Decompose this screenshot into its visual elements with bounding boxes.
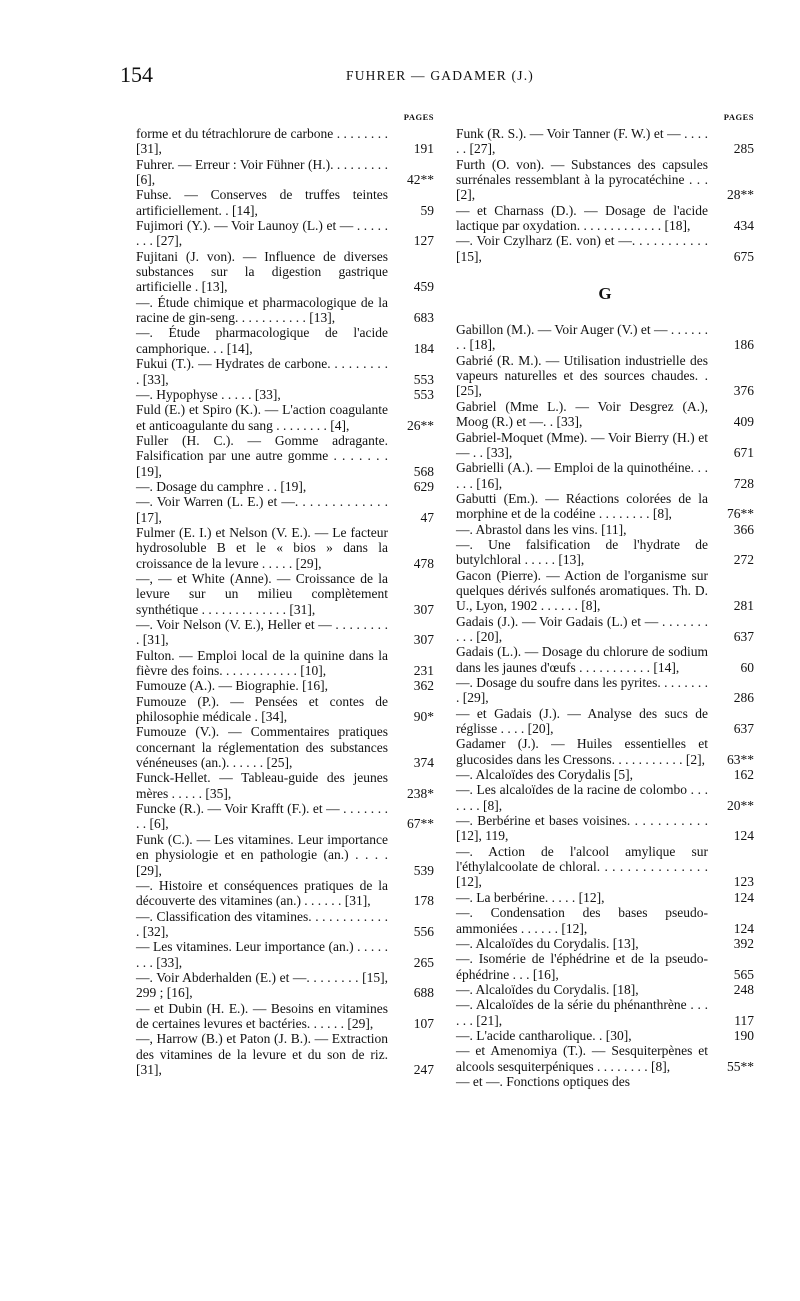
entry-text: —. Une falsification de l'hydrate de butylchloral . . . . . [13], (456, 536, 708, 568)
entry-page-number: 123 (733, 874, 754, 890)
index-entry (136, 939, 434, 970)
entry-text: —. Alcaloïdes du Corydalis. [13], (456, 935, 639, 951)
pages-column-label: PAGES (403, 112, 434, 122)
index-entry (456, 951, 754, 982)
entry-text: — et Amenomiya (T.). — Sesquiterpènes et alcools sesquiterpéniques . . . . . . . . [8], (456, 1043, 708, 1074)
index-entry (136, 1001, 434, 1032)
index-entry (136, 648, 434, 679)
entry-page-number: 285 (733, 141, 754, 157)
entry-text: Gabrielli (A.). — Emploi de la quinothéine. . . . . . [16], (456, 460, 708, 491)
entry-page-number: 20** (727, 797, 754, 813)
entry-page-number: 265 (413, 954, 434, 970)
entry-page-number: 629 (413, 478, 434, 494)
index-entry (136, 571, 434, 617)
index-entry (456, 491, 754, 522)
entry-text: —. La berbérine. . . . . [12], (456, 889, 605, 905)
index-entry (456, 736, 754, 767)
entry-page-number: 637 (733, 721, 754, 737)
entry-page-number: 47 (420, 509, 434, 525)
entry-page-number: 190 (733, 1027, 754, 1043)
entry-page-number: 376 (733, 383, 754, 399)
entry-page-number: 366 (733, 521, 754, 537)
entry-page-number: 247 (413, 1061, 434, 1077)
entry-text: Fumouze (A.). — Biographie. [16], (136, 678, 328, 694)
index-entry (136, 295, 434, 326)
index-entry (456, 905, 754, 936)
entry-text: Gadais (L.). — Dosage du chlorure de sodium dans les jaunes d'œufs . . . . . . . . . . . [14], (456, 644, 708, 675)
entry-text: Gabrié (R. M.). — Utilisation industrielle des vapeurs naturelles et des sources chaudes. . [25], (456, 352, 708, 399)
entry-text: —. Alcaloïdes des Corydalis [5], (456, 767, 633, 783)
entry-text: Funck-Hellet. — Tableau-guide des jeunes mères . . . . . [35], (136, 770, 388, 801)
index-entry (136, 479, 434, 494)
index-entry (136, 770, 434, 801)
pages-column-label: PAGES (723, 112, 754, 122)
entry-text: —. Voir Nelson (V. E.), Heller et — . . . . . . . . . [31], (136, 617, 388, 648)
index-entry (136, 387, 434, 402)
entry-text: —. Hypophyse . . . . . [33], (136, 386, 281, 402)
entry-text: Fuhse. — Conserves de truffes teintes artificiellement. . [14], (136, 187, 388, 218)
entry-text: Gacon (Pierre). — Action de l'organisme sur quelques dérivés sulfonés aromatiques. Th. D. U., Lyon, 1902 . . . . . . [8], (456, 567, 708, 614)
index-entry (136, 617, 434, 648)
index-entry (136, 678, 434, 693)
entry-text: —. Isomérie de l'éphédrine et de la pseudo-éphédrine . . . [16], (456, 951, 708, 982)
entry-text: Fujimori (Y.). — Voir Launoy (L.) et — . . . . . . . . [27], (136, 218, 388, 249)
entry-page-number: 238* (407, 785, 434, 801)
index-entry (136, 325, 434, 356)
entry-page-number: 76** (727, 506, 754, 522)
entry-text: Funk (C.). — Les vitamines. Leur importance en physiologie et en pathologie (an.) . . . . [29], (136, 831, 388, 878)
entry-page-number: 67** (407, 816, 434, 832)
entry-page-number: 231 (413, 663, 434, 679)
entry-text: —. Action de l'alcool amylique sur l'éthylalcoolate de chloral. . . . . . . . . . . . . . . [12], (456, 843, 708, 890)
entry-text: —. Alcaloïdes de la série du phénanthrène . . . . . . [21], (456, 997, 708, 1028)
entry-text: —. Voir Warren (L. E.) et —. . . . . . . . . . . . . [17], (136, 494, 388, 525)
page-header (120, 62, 760, 92)
index-entry (456, 522, 754, 537)
entry-page-number: 307 (413, 601, 434, 617)
entry-text: Fukui (T.). — Hydrates de carbone. . . . . . . . . . [33], (136, 356, 388, 387)
index-entry (456, 767, 754, 782)
entry-text: — et Charnass (D.). — Dosage de l'acide lactique par oxydation. . . . . . . . . . . . . [18], (456, 202, 708, 234)
index-entry (136, 694, 434, 725)
index-entry (136, 433, 434, 479)
index-entry (456, 430, 754, 461)
entry-page-number: 272 (733, 552, 754, 568)
entry-page-number: 409 (733, 414, 754, 430)
entry-text: Gadamer (J.). — Huiles essentielles et glucosides dans les Cressons. . . . . . . . . . . [2], (456, 736, 708, 767)
entry-page-number: 191 (413, 141, 434, 157)
entry-text: Fulton. — Emploi local de la quinine dans la fièvre des foins. . . . . . . . . . . . [10], (136, 647, 388, 679)
index-entry (456, 233, 754, 264)
index-entry (136, 909, 434, 940)
index-entry (136, 249, 434, 295)
entry-page-number: 90* (413, 709, 434, 725)
entry-page-number: 107 (413, 1015, 434, 1031)
entry-page-number: 434 (733, 218, 754, 234)
entry-page-number: 178 (413, 893, 434, 909)
index-entry (456, 1028, 754, 1043)
entry-page-number: 248 (733, 981, 754, 997)
entry-text: —. Classification des vitamines. . . . . . . . . . . . . [32], (136, 908, 388, 939)
entry-text: Gadais (J.). — Voir Gadais (L.) et — . . . . . . . . . . [20], (456, 613, 708, 644)
entry-text: Fuller (H. C.). — Gomme adragante. Falsification par une autre gomme . . . . . . . [19], (136, 432, 388, 479)
entry-text: Fujitani (J. von). — Influence de diverses substances sur la digestion gastrique artificielle . [13], (136, 248, 388, 295)
entry-list (456, 126, 754, 264)
index-entry (136, 494, 434, 525)
entry-text: forme et du tétrachlorure de carbone . . . . . . . . [31], (136, 126, 388, 157)
index-entry (136, 126, 434, 157)
index-entry (136, 157, 434, 188)
entry-text: Fuhrer. — Erreur : Voir Fühner (H.). . . . . . . . . [6], (136, 156, 388, 188)
index-entry (456, 997, 754, 1028)
index-entry (136, 1031, 434, 1077)
entry-page-number: 553 (413, 386, 434, 402)
entry-text: —. Voir Abderhalden (E.) et —. . . . . . . . [15], 299 ; [16], (136, 969, 388, 1001)
entry-page-number: 127 (413, 233, 434, 249)
index-entry (456, 844, 754, 890)
entry-page-number: 392 (733, 935, 754, 951)
entry-text: —, — et White (Anne). — Croissance de la levure sur un milieu complètement synthétique . . . . . . . . . . . . . [31], (136, 570, 388, 617)
entry-text: —. Alcaloïdes du Corydalis. [18], (456, 981, 639, 997)
running-head: FUHRER — GADAMER (J.) (346, 68, 534, 83)
entry-page-number: 162 (733, 767, 754, 783)
entry-text: —. L'acide cantharolique. . [30], (456, 1027, 632, 1043)
entry-page-number: 728 (733, 475, 754, 491)
entry-text: Fumouze (V.). — Commentaires pratiques concernant la réglementation des substances vénéneuses (an.). . . . . . [25], (136, 724, 388, 771)
entry-page-number: 307 (413, 632, 434, 648)
index-entry (136, 724, 434, 770)
index-entry (136, 525, 434, 571)
entry-page-number: 117 (734, 1012, 754, 1028)
entry-page-number: 26** (407, 417, 434, 433)
entry-text: Fumouze (P.). — Pensées et contes de philosophie médicale . [34], (136, 693, 388, 725)
index-entry (456, 322, 754, 353)
index-entry (136, 832, 434, 878)
entry-page-number: 59 (420, 202, 434, 218)
entry-text: — Les vitamines. Leur importance (an.) . . . . . . . . [33], (136, 939, 388, 970)
index-entry (456, 157, 754, 203)
entry-page-number: 124 (733, 889, 754, 905)
index-column-right (456, 112, 754, 1089)
index-entry (456, 982, 754, 997)
entry-text: — et Gadais (J.). — Analyse des sucs de réglisse . . . . [20], (456, 705, 708, 737)
index-entry (456, 675, 754, 706)
entry-text: Funk (R. S.). — Voir Tanner (F. W.) et — . . . . . . [27], (456, 126, 708, 157)
entry-text: —. Étude chimique et pharmacologique de la racine de gin-seng. . . . . . . . . . . [13], (136, 294, 388, 326)
entry-text: —, Harrow (B.) et Paton (J. B.). — Extraction des vitamines de la levure et du son de riz. [31], (136, 1031, 388, 1077)
entry-list (136, 126, 434, 1077)
entry-page-number: 553 (413, 371, 434, 387)
entry-page-number: 459 (413, 279, 434, 295)
index-entry (136, 878, 434, 909)
index-entry (136, 970, 434, 1001)
index-entry (456, 460, 754, 491)
entry-text: —. Histoire et conséquences pratiques de la découverte des vitamines (an.) . . . . . . [31], (136, 877, 388, 909)
entry-text: — et —. Fonctions optiques des (456, 1073, 630, 1089)
index-entry (456, 936, 754, 951)
index-entry (136, 356, 434, 387)
entry-page-number: 374 (413, 755, 434, 771)
entry-text: Gabutti (Em.). — Réactions colorées de la morphine et de la codéine . . . . . . . . [8], (456, 490, 708, 522)
entry-text: Furth (O. von). — Substances des capsules surrénales ressemblant à la pyrocatéchine . . . [2], (456, 156, 708, 203)
index-entry (136, 218, 434, 249)
entry-page-number: 28** (727, 187, 754, 203)
index-column-left (136, 112, 434, 1077)
entry-page-number: 568 (413, 463, 434, 479)
index-entry (456, 126, 754, 157)
section-letter: G (598, 284, 612, 304)
index-entry (136, 402, 434, 433)
entry-text: —. Dosage du camphre . . [19], (136, 478, 307, 494)
entry-page-number: 63** (727, 751, 754, 767)
entry-page-number: 683 (413, 310, 434, 326)
entry-page-number: 124 (733, 828, 754, 844)
entry-page-number: 286 (733, 690, 754, 706)
entry-page-number: 671 (733, 444, 754, 460)
entry-text: —. Condensation des bases pseudo-ammoniées . . . . . . [12], (456, 905, 708, 936)
entry-page-number: 281 (733, 598, 754, 614)
entry-page-number: 55** (727, 1058, 754, 1074)
entry-list (456, 322, 754, 1089)
index-entry (456, 1074, 754, 1089)
entry-text: Gabillon (M.). — Voir Auger (V.) et — . . . . . . . . [18], (456, 322, 708, 353)
index-entry (456, 706, 754, 737)
entry-page-number: 60 (740, 659, 754, 675)
entry-page-number: 637 (733, 628, 754, 644)
entry-text: Gabriel-Moquet (Mme). — Voir Bierry (H.) et — . . [33], (456, 429, 708, 460)
entry-text: —. Voir Czylharz (E. von) et —. . . . . . . . . . . [15], (456, 233, 708, 264)
entry-page-number: 186 (733, 337, 754, 353)
index-entry (456, 614, 754, 645)
entry-text: — et Dubin (H. E.). — Besoins en vitamines de certaines levures et bactéries. . . . . . [29], (136, 1000, 388, 1031)
entry-text: —. Étude pharmacologique de l'acide camphorique. . . [14], (136, 325, 388, 356)
entry-text: Gabriel (Mme L.). — Voir Desgrez (A.), Moog (R.) et —. . [33], (456, 398, 708, 430)
entry-page-number: 539 (413, 862, 434, 878)
entry-text: Fulmer (E. I.) et Nelson (V. E.). — Le facteur hydrosoluble B et le « bios » dans la croissance de la levure . . . . . [29], (136, 524, 388, 571)
entry-text: —. Les alcaloïdes de la racine de colombo . . . . . . . [8], (456, 782, 708, 813)
index-entry (456, 537, 754, 568)
page-number: 154 (120, 62, 153, 87)
entry-page-number: 565 (733, 966, 754, 982)
index-entry (456, 1043, 754, 1074)
entry-page-number: 675 (733, 248, 754, 264)
index-entry (136, 801, 434, 832)
entry-text: Funcke (R.). — Voir Krafft (F.). et — . . . . . . . . . [6], (136, 801, 388, 832)
entry-page-number: 478 (413, 555, 434, 571)
entry-page-number: 184 (413, 340, 434, 356)
entry-page-number: 362 (413, 678, 434, 694)
index-entry (456, 353, 754, 399)
entry-page-number: 42** (407, 172, 434, 188)
index-entry (456, 782, 754, 813)
index-entry (456, 890, 754, 905)
entry-text: —. Dosage du soufre dans les pyrites. . . . . . . . . [29], (456, 675, 708, 706)
entry-text: —. Abrastol dans les vins. [11], (456, 521, 627, 537)
index-entry (456, 399, 754, 430)
entry-page-number: 124 (733, 920, 754, 936)
index-entry (456, 644, 754, 675)
index-entry (456, 813, 754, 844)
entry-page-number: 556 (413, 923, 434, 939)
entry-text: Fuld (E.) et Spiro (K.). — L'action coagulante et anticoagulante du sang . . . . . . . . [4], (136, 402, 388, 433)
entry-text: —. Berbérine et bases voisines. . . . . . . . . . . [12], 119, (456, 813, 708, 844)
index-entry (456, 568, 754, 614)
index-entry (136, 187, 434, 218)
index-entry (456, 203, 754, 234)
entry-page-number: 688 (413, 985, 434, 1001)
